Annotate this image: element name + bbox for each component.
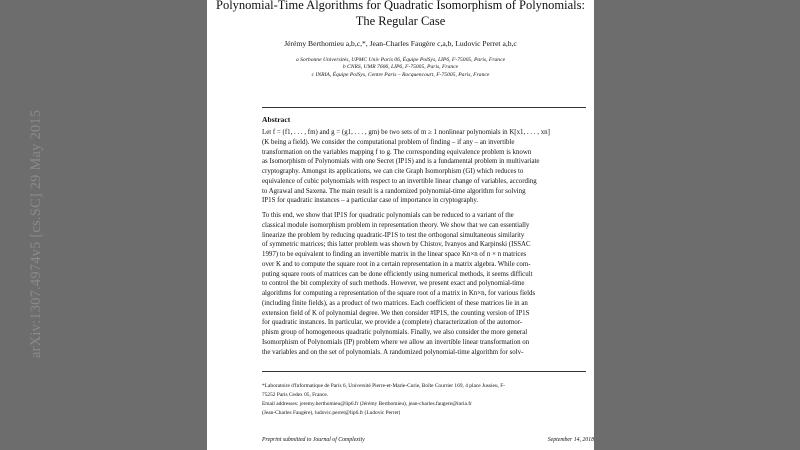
text-line: to control the bit complexity of such methods. However, we present exact and polynomial-time [262,280,525,288]
text-line: Isomorphism of Polynomials (IP) problem where we allow an invertible linear transformation on [262,338,530,346]
text-line: 1997) to be equivalent to finding an invertible matrix in the linear space Kn×n of n × n matrices [262,251,527,258]
abstract-paragraph-1 [262,128,594,206]
title-line-2: The Regular Case [355,14,446,28]
text-line: (including finite fields), as a product of two matrices. Each coefficient of these matrices lie in an [262,299,528,307]
text-line: transformation on the variables mapping f to g. The corresponding equivalence problem is known [262,148,532,156]
footnote-line: 75252 Paris Cedex 05, France. [262,392,329,398]
text-line: phism group of homogeneous quadratic polynomials. Finally, we also consider the more general [262,329,528,336]
text-line: extension field of K of polynomial degree. We then consider #IP1S, the counting version of IP1S [262,309,530,317]
abstract-paragraph-2 [262,211,594,357]
text-line: Let f = (f1, . . . , fm) and g = (g1, . . . , gm) be two sets of m ≥ 1 nonlinear polynomials in K[x1, . . . , xn] [262,129,550,136]
title-line-1: Polynomial-Time Algorithms for Quadratic Isomorphism of Polynomials: [216,0,585,12]
footnote-rule [262,371,586,372]
text-line: equivalence of cubic polynomials with respect to an invertible linear change of variables, according [262,177,537,185]
footnote-line: Email addresses: jeremy.berthomieu@lip6.fr (Jérémy Berthomieu), jean-charles.faugere@inria.fr [262,401,472,407]
text-line: algorithms for computing a representation of the square root of a matrix in Kn×n, for various fields [262,290,536,297]
document-page [207,0,594,450]
text-line: puting square roots of matrices can be done efficiently using numerical methods, it seems difficult [262,270,533,278]
text-line: as Isomorphism of Polynomials with one Secret (IP1S) and is a fundamental problem in multivariate [262,158,540,166]
paper-title [207,0,594,29]
footnote-line: (Jean-Charles Faugère), ludovic.perret@lip6.fr (Ludovic Perret) [262,410,401,416]
arxiv-stamp: arXiv:1307.4974v5 [cs.SC] 29 May 2015 [28,109,44,358]
text-line: classical module isomorphism problem in representation theory. We show that we can essentially [262,221,530,229]
footnotes [262,382,594,418]
footer-journal: Preprint submitted to Journal of Complexity [262,437,365,443]
text-line: the variables and on the set of polynomials. A randomized polynomial-time algorithm for solv- [262,348,524,356]
text-line: over K and to compute the square root in a certain representation in a matrix algebra. While com- [262,260,531,268]
text-line: linearize the problem by reducing quadratic-IP1S to test the orthogonal simultaneous similarity [262,231,525,239]
affiliation-a: a Sorbonne Universités, UPMC Univ Paris 06, Équipe PolSys, LIP6, F-75005, Paris, France [295,57,506,63]
text-line: To this end, we show that IP1S for quadratic polynomials can be reduced to a variant of the [262,212,514,219]
affiliation-b: b CNRS, UMR 7606, LIP6, F-75005, Paris, France [342,64,459,70]
abstract-top-rule [262,107,586,108]
text-line: (K being a field). We consider the computational problem of finding – if any – an invertible [262,138,515,146]
footnote-line: *Laboratoire d'Informatique de Paris 6, Université Pierre-et-Marie-Curie, Boîte Courrier 169, 4 place Jussieu, F- [262,383,506,389]
author-list: Jérémy Berthomieu a,b,c,*, Jean-Charles Faugère c,a,b, Ludovic Perret a,b,c [284,39,517,48]
footer-date: September 14, 2018 [547,437,594,443]
text-line: IP1S for quadratic instances – a particular case of importance in cryptography. [262,197,479,205]
text-line: to Agrawal and Saxena. The main result is a randomized polynomial-time algorithm for solving [262,187,526,195]
page-footer [262,437,594,443]
text-line: cryptography. Amongst its applications, we can cite Graph Isomorphism (GI) which reduces to [262,168,524,175]
affiliation-c: c INRIA, Équipe PolSys, Centre Paris – Rocquencourt, F-75005, Paris, France [311,72,490,78]
text-line: for quadratic instances. In particular, we provide a (complete) characterization of the automor- [262,319,523,327]
text-line: of symmetric matrices; this latter problem was shown by Chistov, Ivanyos and Karpinski (ISSAC [262,241,531,249]
abstract-heading: Abstract [262,115,291,124]
